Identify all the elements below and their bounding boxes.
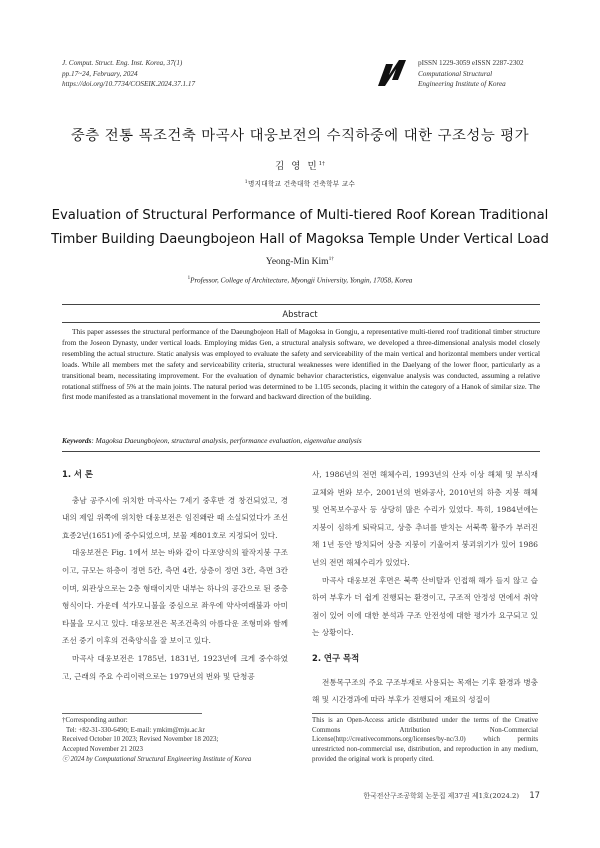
paragraph: 대웅보전은 Fig. 1에서 보는 바와 같이 다포양식의 팔작지붕 구조이고, 규모는 하층이 정면 5칸, 측면 4칸, 상층이 정면 3칸, 측면 3칸이며, 외관상으로는 2층 형태이지만 내부는 하나의 공간으로 된 중층 형식이다. 가운데 석가모니불을 중심으로 좌우에 약사여래불과 아미타불을 모시고 있다. 대웅보전은 목조건축의 아름다운 조형미와 함께 조선 중기 이후의 건축양식을 잘 보이고 있다. <box>62 548 288 646</box>
copyright: ⓒ 2024 by Computational Structural Engineering Institute of Korea <box>62 755 252 763</box>
author-superscript: 1† <box>328 256 335 262</box>
korean-author-name: 김 영 민 <box>275 161 319 172</box>
doi-link[interactable]: https://doi.org/10.7734/COSEIK.2024.37.1.17 <box>62 80 196 89</box>
abstract-bottom-rule <box>62 451 540 452</box>
page-footer <box>363 790 540 800</box>
contact-info: Tel: +82-31-330-6490; E-mail: ymkim@mju.ac.kr <box>66 726 205 734</box>
journal-header <box>62 58 195 90</box>
paragraph: 마곡사 대웅보전 후면은 북쪽 산비탈과 인접해 해가 들지 않고 습하여 부후가 더 쉽게 진행되는 환경이고, 구조적 안정성 면에서 취약점이 있어 이에 대한 분석과 구조 안전성에 대한 평가가 요구되고 있는 상황이다. <box>312 575 538 638</box>
paragraph: 충남 공주시에 위치한 마곡사는 7세기 중후반 경 창건되었고, 경내의 제일 위쪽에 위치한 대웅보전은 임진왜란 때 소실되었다가 조선 효종2년(1651)에 중수되었으며, 보물 제801호로 지정되어 있다. <box>62 495 288 540</box>
keywords <box>62 436 540 445</box>
english-title-line-2: Timber Building Daeungbojeon Hall of Magoksa Temple Under Vertical Load <box>51 232 549 247</box>
abstract-heading: Abstract <box>282 309 318 319</box>
paragraph: 마곡사 대웅보전은 1785년, 1831년, 1923년에 크게 중수하였고, 근래의 주요 수리이력으로는 1979년의 번와 및 단청공 <box>62 653 288 681</box>
abstract-top-rule <box>62 304 540 305</box>
journal-citation: J. Comput. Struct. Eng. Inst. Korea, 37(1) <box>62 59 183 67</box>
right-column <box>312 466 538 709</box>
coseik-logo-icon <box>376 58 410 88</box>
publisher-header <box>418 58 524 90</box>
corresponding-author: †Corresponding author: <box>62 717 128 724</box>
english-author-name: Yeong-Min Kim <box>265 257 329 268</box>
keywords-list: : Magoksa Daeungbojeon, structural analysis, performance evaluation, eigenvalue analysis <box>91 436 362 445</box>
section-1-heading: 1. 서 론 <box>62 469 94 479</box>
left-column <box>62 466 288 685</box>
abstract-heading-rule <box>62 322 540 323</box>
affiliation-superscript: 1 <box>244 179 248 185</box>
english-affiliation <box>0 276 600 284</box>
issn: pISSN 1229-3059 eISSN 2287-2302 <box>418 59 524 67</box>
english-affiliation-text: Professor, College of Architecture, Myongji University, Yongin, 17058, Korea <box>190 276 413 285</box>
paragraph: 사, 1986년의 전면 해체수리, 1993년의 산자 이상 해체 및 부식재 교체와 번와 보수, 2001년의 번와공사, 2010년의 하층 지붕 해체 및 연목보수공사 등 상당히 많은 수리가 있었다. 특히, 1984년에는 지붕이 심하게 퇴락되고, 상층 추녀를 받치는 서북쪽 활주가 부러진 채 1년 동안 방치되어 상층 지붕이 기울어져 붕괴위기가 있어 1986년의 전면 해체수리가 있었다. <box>312 470 538 567</box>
korean-affiliation-text: 명지대학교 건축대학 건축학부 교수 <box>247 180 356 188</box>
publisher-line-2: Engineering Institute of Korea <box>418 80 506 89</box>
footnote <box>62 716 302 765</box>
english-title-line-1: Evaluation of Structural Performance of Multi-tiered Roof Korean Traditional <box>51 208 549 223</box>
korean-author <box>0 158 600 172</box>
received-dates: Received October 10 2023; Revised November 18 2023; <box>62 736 219 744</box>
paragraph: 전통목구조의 주요 구조부재로 사용되는 목재는 기후 환경과 병충해 및 시간경과에 따라 부후가 진행되어 재료의 성질이 <box>312 677 538 705</box>
license-rule <box>312 713 538 714</box>
journal-name-korean: 한국전산구조공학회 논문집 제37권 제1호(2024.2) <box>363 792 520 800</box>
footnote-rule <box>62 713 202 714</box>
english-author <box>0 256 600 267</box>
keywords-label: Keywords <box>62 436 92 445</box>
affiliation-superscript: 1 <box>187 276 191 281</box>
section-2-heading: 2. 연구 목적 <box>312 652 360 663</box>
license-text: This is an Open-Access article distributed under the terms of the Creative Commons Attribution Non-Commercial License(http://creativecommons.org/licenses/by-nc/3.0) which permits unrestricted non-commercial use, distribution, and reproduction in any medium, provided the original work is properly cited. <box>312 717 538 763</box>
author-superscript: 1† <box>318 160 325 167</box>
english-title <box>40 204 560 252</box>
korean-affiliation <box>0 178 600 188</box>
page-number: 17 <box>529 790 540 800</box>
abstract-text: This paper assesses the structural performance of the Daeungbojeon Hall of Magoksa in Gongju, a representative multi-tiered roof traditional timber structure from the Joseon Dynasty, under vertical loads. Employing midas Gen, a structural analysis software, we developed a three-dimensional analysis model closely resembling the actual structure. Static analysis was employed to evaluate the safety and serviceability of the main vertical and horizontal members under vertical loads. While all members met the safety and serviceability criteria, structural weaknesses were identified in the Daelyang of the lower floor, particularly as a transitional beam, necessitating improvement. For the evaluation of dynamic behavior characteristics, eigenvalue analysis was conducted, assuming a relative rotational stiffness of 5% at the main joints. The natural period was determined to be 1.105 seconds, placing it within the category of a Hanok of similar size. The first mode manifested as a translational movement in the forward and backward direction of the building. <box>62 327 540 402</box>
publisher-line-1: Computational Structural <box>418 69 493 78</box>
accepted-date: Accepted November 21 2023 <box>62 746 143 754</box>
korean-title: 중층 전통 목조건축 마곡사 대웅보전의 수직하중에 대한 구조성능 평가 <box>70 128 530 144</box>
page-range: pp.17~24, February, 2024 <box>62 69 138 78</box>
